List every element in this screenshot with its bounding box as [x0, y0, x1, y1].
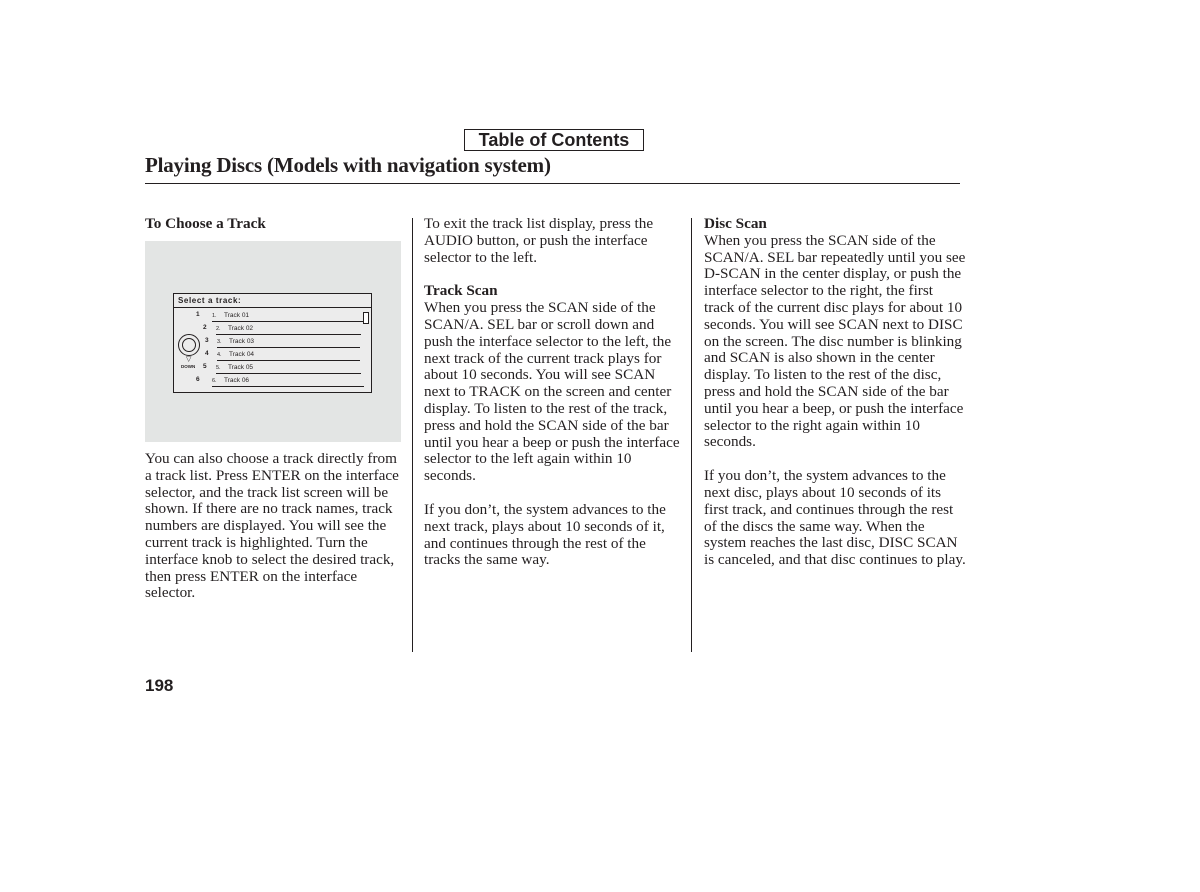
- column-divider: [412, 218, 413, 652]
- track-row: [212, 310, 364, 322]
- exit-track-list-text: To exit the track list display, press the AUDIO button, or push the interface selector to the left.: [424, 215, 654, 266]
- track-label: Track 04: [229, 351, 255, 358]
- title-divider: [145, 183, 960, 184]
- track-number: 4.: [217, 352, 222, 358]
- track-list-illustration: [145, 241, 401, 442]
- track-number: 5.: [216, 365, 221, 371]
- track-number: 1.: [212, 313, 217, 319]
- section-heading-choose-track: To Choose a Track: [145, 215, 266, 232]
- section-heading-disc-scan: Disc Scan: [704, 215, 767, 232]
- track-row: [216, 362, 361, 374]
- down-arrow-icon: ▽: [186, 356, 192, 363]
- knob-position-6: 6: [196, 376, 200, 383]
- track-row: [216, 323, 361, 335]
- knob-position-3: 3: [205, 337, 209, 344]
- table-of-contents-button[interactable]: Table of Contents: [464, 129, 644, 151]
- section-heading-track-scan: Track Scan: [424, 282, 498, 300]
- knob-position-1: 1: [196, 311, 200, 318]
- screen-title: Select a track:: [178, 296, 242, 305]
- right-column: [704, 216, 966, 569]
- knob-position-5: 5: [203, 363, 207, 370]
- knob-position-4: 4: [205, 350, 209, 357]
- down-label: DOWN: [181, 364, 196, 369]
- track-row: [217, 336, 360, 348]
- track-number: 2.: [216, 326, 221, 332]
- track-label: Track 02: [228, 325, 254, 332]
- track-list-screen: [173, 293, 372, 393]
- track-number: 6.: [212, 378, 217, 384]
- track-row: [217, 349, 360, 361]
- screen-divider: [174, 307, 371, 308]
- middle-column: [424, 216, 682, 569]
- track-scan-text: When you press the SCAN side of the SCAN/A. SEL bar or scroll down and push the interface selector to the left, the next track of the current track plays for about 10 seconds. You will see SCAN next to TRACK on the screen and center display. To listen to the rest of the track, press and hold the SCAN side of the bar until you hear a beep or push the interface selector to the left again within 10 seconds.: [424, 299, 680, 485]
- left-column-body: [145, 451, 401, 602]
- track-scan-text-2: If you don’t, the system advances to the next track, plays about 10 seconds of it, and continues through the rest of the tracks the same way.: [424, 500, 666, 569]
- column-divider: [691, 218, 692, 652]
- track-label: Track 06: [224, 377, 250, 384]
- choose-track-text: You can also choose a track directly from a track list. Press ENTER on the interface selector, and the track list screen will be shown. If there are no track names, track numbers are displayed. You will see the current track is highlighted. Turn the interface knob to select the desired track, then press ENTER on the interface selector.: [145, 450, 399, 602]
- left-column: [145, 216, 401, 233]
- disc-scan-text-2: If you don’t, the system advances to the next disc, plays about 10 seconds of its first track, and continues through the rest of the discs the same way. When the system reaches the last disc, DISC SCAN is canceled, and that disc continues to play.: [704, 467, 966, 569]
- page-number: 198: [145, 676, 174, 695]
- page-title: Playing Discs (Models with navigation system): [145, 153, 551, 177]
- knob-position-2: 2: [203, 324, 207, 331]
- interface-knob-icon: [178, 334, 200, 356]
- track-label: Track 03: [229, 338, 255, 345]
- disc-scan-text: When you press the SCAN side of the SCAN/A. SEL bar repeatedly until you see D-SCAN in the center display, or push the interface selector to the right, the first track of the current disc plays for about 10 seconds. You will see SCAN next to DISC on the screen. The disc number is blinking and SCAN is also shown in the center display. To listen to the rest of the disc, press and hold the SCAN side of the bar until you hear a beep, or push the interface selector to the right again within 10 seconds.: [704, 231, 966, 451]
- track-row: [212, 375, 364, 387]
- track-label: Track 01: [224, 312, 250, 319]
- track-number: 3.: [217, 339, 222, 345]
- track-label: Track 05: [228, 364, 254, 371]
